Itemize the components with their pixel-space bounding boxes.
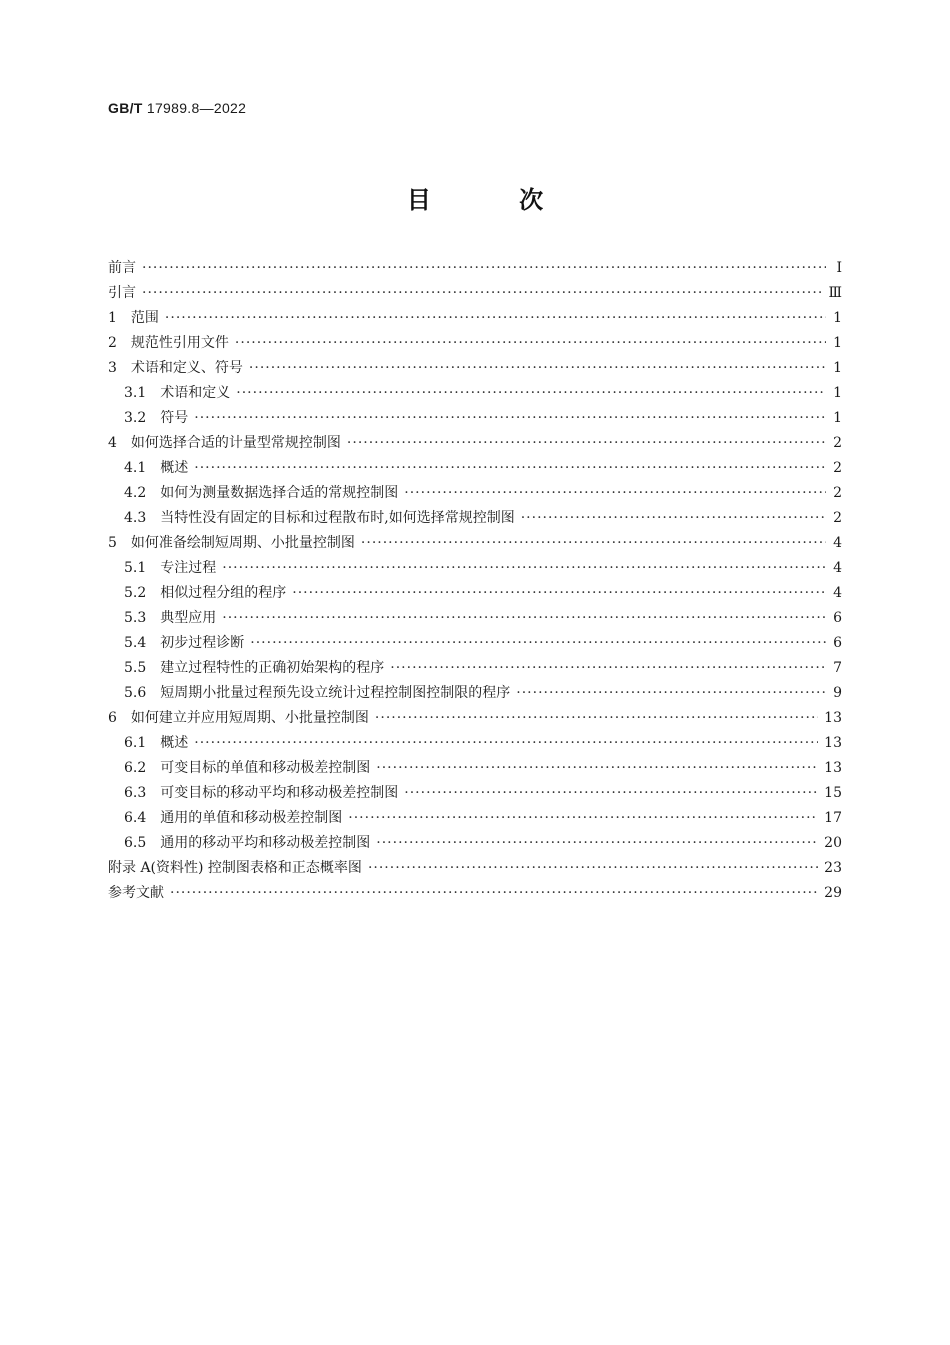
- toc-entry-title: 可变目标的移动平均和移动极差控制图: [160, 785, 399, 801]
- toc-dot-leader: [170, 881, 818, 906]
- toc-entry-number: 4.1: [124, 460, 147, 476]
- toc-dot-leader: [235, 331, 826, 356]
- toc-entry-title: 如何准备绘制短周期、小批量控制图: [130, 535, 355, 551]
- toc-entry-title: 通用的移动平均和移动极差控制图: [160, 835, 371, 851]
- toc-dot-leader: [142, 281, 822, 306]
- toc-entry-title: 相似过程分组的程序: [160, 585, 287, 601]
- toc-entry-number: 4: [108, 435, 117, 451]
- toc-dot-leader: [194, 456, 826, 481]
- toc-dot-leader: [165, 306, 826, 331]
- toc-entry-title: 前言: [108, 260, 136, 276]
- toc-entry-title: 可变目标的单值和移动极差控制图: [160, 760, 371, 776]
- toc-dot-leader: [292, 581, 826, 606]
- toc-entry-number: 5.4: [124, 635, 147, 651]
- toc-dot-leader: [390, 656, 826, 681]
- toc-entry-number: 6.4: [124, 810, 147, 826]
- toc-entry-title: 参考文献: [108, 885, 164, 901]
- toc-entry-title: 概述: [160, 735, 189, 751]
- toc-entry-page: 1: [833, 410, 842, 426]
- toc-entry-number: 5.3: [124, 610, 147, 626]
- toc-entry-title: 通用的单值和移动极差控制图: [160, 810, 343, 826]
- toc-entry-title: 短周期小批量过程预先设立统计过程控制图控制限的程序: [160, 685, 511, 701]
- toc-entry[interactable]: [108, 731, 842, 756]
- document-code: [108, 100, 246, 116]
- toc-entry[interactable]: [108, 281, 842, 306]
- toc-entry[interactable]: [108, 556, 842, 581]
- toc-entry-title: 引言: [108, 285, 136, 301]
- toc-entry-number: 5: [108, 535, 117, 551]
- toc-dot-leader: [194, 406, 826, 431]
- toc-entry-number: 5.1: [124, 560, 147, 576]
- toc-entry[interactable]: [108, 706, 842, 731]
- toc-entry-title: 典型应用: [160, 610, 217, 626]
- toc-entry-number: 1: [108, 310, 117, 326]
- toc-entry[interactable]: [108, 656, 842, 681]
- toc-dot-leader: [521, 506, 826, 531]
- toc-entry-page: Ⅲ: [828, 285, 842, 301]
- page-title: 目 次: [406, 186, 584, 214]
- toc-entry-page: 2: [833, 435, 842, 451]
- toc-entry-number: 6.3: [124, 785, 147, 801]
- toc-entry[interactable]: [108, 581, 842, 606]
- toc-dot-leader: [249, 356, 826, 381]
- toc-dot-leader: [194, 731, 818, 756]
- toc-entry[interactable]: [108, 306, 842, 331]
- toc-entry-title: 概述: [160, 460, 189, 476]
- toc-entry[interactable]: [108, 431, 842, 456]
- toc-entry-page: 6: [833, 610, 842, 626]
- toc-entry-number: 6.5: [124, 835, 147, 851]
- toc-dot-leader: [361, 531, 826, 556]
- toc-entry-page: 1: [833, 360, 842, 376]
- toc-entry-title: 符号: [160, 410, 189, 426]
- toc-entry-number: 3.2: [124, 410, 147, 426]
- toc-entry-page: 2: [833, 460, 842, 476]
- toc-entry[interactable]: [108, 456, 842, 481]
- toc-dot-leader: [404, 781, 818, 806]
- toc-entry-page: 4: [833, 560, 842, 576]
- toc-entry-page: 2: [833, 485, 842, 501]
- toc-dot-leader: [250, 631, 826, 656]
- toc-entry[interactable]: [108, 356, 842, 381]
- toc-entry-number: 6: [108, 710, 117, 726]
- toc-entry-title: 范围: [130, 310, 159, 326]
- toc-dot-leader: [375, 706, 818, 731]
- toc-entry-title: 如何选择合适的计量型常规控制图: [130, 435, 341, 451]
- toc-entry-page: 20: [824, 835, 842, 851]
- toc-dot-leader: [347, 431, 826, 456]
- table-of-contents: [108, 256, 842, 906]
- toc-entry[interactable]: [108, 631, 842, 656]
- toc-entry[interactable]: [108, 831, 842, 856]
- toc-entry[interactable]: [108, 681, 842, 706]
- toc-entry[interactable]: [108, 531, 842, 556]
- toc-entry[interactable]: [108, 781, 842, 806]
- toc-dot-leader: [348, 806, 818, 831]
- toc-entry[interactable]: [108, 606, 842, 631]
- toc-dot-leader: [516, 681, 826, 706]
- toc-entry-page: 4: [833, 585, 842, 601]
- toc-entry-number: 5.5: [124, 660, 147, 676]
- toc-entry-number: 2: [108, 335, 117, 351]
- toc-dot-leader: [368, 856, 818, 881]
- toc-entry-page: 15: [824, 785, 842, 801]
- toc-entry[interactable]: [108, 806, 842, 831]
- toc-entry-title: 术语和定义: [160, 385, 231, 401]
- toc-dot-leader: [222, 556, 826, 581]
- toc-entry-page: 13: [824, 710, 842, 726]
- toc-entry-page: 9: [833, 685, 842, 701]
- toc-entry[interactable]: [108, 381, 842, 406]
- toc-entry-number: 5.2: [124, 585, 147, 601]
- toc-entry[interactable]: [108, 331, 842, 356]
- toc-dot-leader: [142, 256, 826, 281]
- toc-entry-page: 13: [824, 760, 842, 776]
- toc-entry[interactable]: [108, 506, 842, 531]
- toc-entry[interactable]: [108, 406, 842, 431]
- toc-entry[interactable]: [108, 881, 842, 906]
- toc-dot-leader: [376, 831, 818, 856]
- toc-dot-leader: [376, 756, 818, 781]
- toc-entry[interactable]: [108, 856, 842, 881]
- toc-entry-number: 6.2: [124, 760, 147, 776]
- toc-entry-page: 7: [833, 660, 842, 676]
- toc-entry-title: 如何为测量数据选择合适的常规控制图: [160, 485, 399, 501]
- toc-entry-title: 初步过程诊断: [160, 635, 245, 651]
- toc-entry-title: 附录 A(资料性) 控制图表格和正态概率图: [108, 860, 362, 876]
- toc-entry-page: 13: [824, 735, 842, 751]
- toc-entry-number: 4.2: [124, 485, 147, 501]
- toc-entry-number: 5.6: [124, 685, 147, 701]
- toc-entry-title: 专注过程: [160, 560, 217, 576]
- toc-entry[interactable]: [108, 481, 842, 506]
- toc-entry-number: 3: [108, 360, 117, 376]
- toc-dot-leader: [222, 606, 826, 631]
- toc-entry[interactable]: [108, 756, 842, 781]
- toc-entry-page: 2: [833, 510, 842, 526]
- toc-entry-page: 29: [824, 885, 842, 901]
- toc-entry-title: 如何建立并应用短周期、小批量控制图: [130, 710, 369, 726]
- toc-entry-number: 3.1: [124, 385, 147, 401]
- toc-entry-page: 1: [833, 385, 842, 401]
- toc-entry-page: 1: [833, 335, 842, 351]
- toc-entry-page: 6: [833, 635, 842, 651]
- toc-entry-title: 规范性引用文件: [130, 335, 229, 351]
- toc-entry-title: 当特性没有固定的目标和过程散布时,如何选择常规控制图: [160, 510, 515, 526]
- toc-entry-page: 23: [824, 860, 842, 876]
- toc-entry-page: 4: [833, 535, 842, 551]
- document-code-prefix: GB/T: [108, 100, 143, 116]
- document-code-number: 17989.8—2022: [146, 100, 247, 116]
- toc-entry-title: 建立过程特性的正确初始架构的程序: [160, 660, 385, 676]
- toc-entry-page: 1: [833, 310, 842, 326]
- toc-entry-number: 6.1: [124, 735, 147, 751]
- toc-entry-number: 4.3: [124, 510, 147, 526]
- toc-entry-title: 术语和定义、符号: [130, 360, 243, 376]
- toc-entry[interactable]: [108, 256, 842, 281]
- toc-entry-page: Ⅰ: [836, 260, 842, 276]
- toc-dot-leader: [236, 381, 826, 406]
- toc-entry-page: 17: [824, 810, 842, 826]
- toc-dot-leader: [404, 481, 826, 506]
